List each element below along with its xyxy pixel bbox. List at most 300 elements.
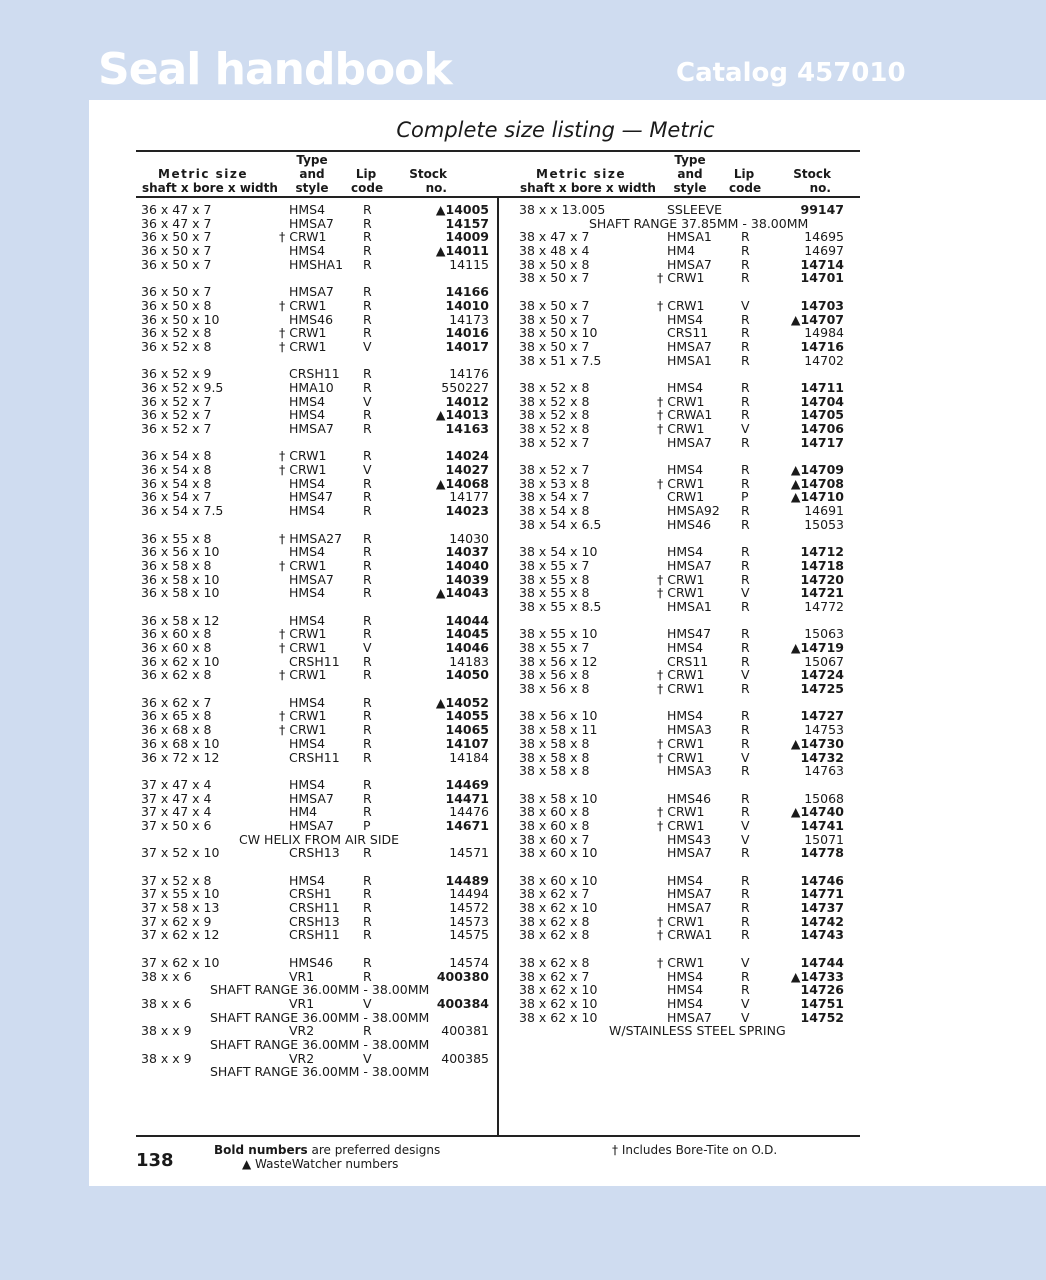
left-col-lip-header: Lip code [351,167,384,195]
cell-n: 14050 [445,667,489,683]
cell-l: R [741,640,750,655]
cell-l: R [741,653,750,669]
cell-s: 38 x 52 x 8 [519,407,590,423]
cell-s: 38 x 58 x 10 [519,790,598,806]
table-row [141,490,491,504]
row-gap [141,354,491,368]
page-number: 138 [136,1150,174,1171]
cell-l: P [363,817,371,833]
table-row [141,230,491,244]
row-gap [519,942,859,956]
boretite-note: † Includes Bore-Tite on O.D. [612,1143,778,1157]
cell-l: V [741,817,750,833]
table-row [141,422,491,436]
cell-s: 36 x 60 x 8 [141,640,212,655]
cell-t: † CRW1 [279,667,327,683]
cell-s: 38 x 50 x 7 [519,311,590,327]
cell-n: ▲14710 [790,489,844,505]
cell-s: 36 x 50 x 10 [141,311,220,327]
table-row [519,751,859,765]
cell-s: 38 x 52 x 8 [519,393,590,409]
cell-s: 38 x 62 x 10 [519,982,598,998]
cell-s: 38 x 62 x 10 [519,995,598,1011]
cell-n: 14009 [445,229,489,245]
footer-legend [214,1143,440,1171]
row-gap [519,614,859,628]
cell-l: R [741,407,750,423]
cell-t: HMS4 [667,872,704,888]
cell-l: R [741,462,750,478]
cell-l: V [741,667,750,683]
table-row [519,354,859,368]
row-note: SHAFT RANGE 36.00MM - 38.00MM [210,1009,430,1025]
cell-l: R [363,243,372,259]
row-gap [519,860,859,874]
table-row [141,792,491,806]
cell-n: 14714 [800,256,844,272]
row-gap [519,449,859,463]
cell-s: 37 x 47 x 4 [141,804,212,820]
cell-l: R [741,544,750,560]
cell-n: 15063 [804,626,844,642]
cell-n: 14778 [800,845,844,861]
cell-n: 14720 [800,571,844,587]
cell-s: 36 x 52 x 7 [141,393,212,409]
table-row [141,819,491,833]
cell-n: 14751 [800,995,844,1011]
cell-t: HMSA7 [289,817,334,833]
cell-t: HMS46 [667,516,712,532]
table-row [141,970,491,984]
table-row [519,326,859,340]
cell-n: 14727 [800,708,844,724]
cell-n: ▲14709 [790,462,844,478]
table-row [141,559,491,573]
cell-n: 14737 [800,900,844,916]
cell-l: R [363,968,372,984]
cell-t: HMS4 [289,694,326,710]
cell-l: R [363,284,372,300]
cell-t: HMSA3 [667,763,712,779]
cell-l: V [741,749,750,765]
row-gap [141,860,491,874]
row-note: CW HELIX FROM AIR SIDE [239,831,400,847]
cell-s: 36 x 54 x 7.5 [141,503,224,519]
cell-s: 36 x 54 x 8 [141,475,212,491]
cell-n: 14718 [800,557,844,573]
table-row [519,244,859,258]
cell-t: HMSA7 [667,1009,712,1025]
cell-t: HMS4 [289,393,326,409]
table-row [519,586,859,600]
cell-t: HMS4 [667,640,704,655]
cell-t: † CRW1 [657,393,705,409]
cell-l: V [741,995,750,1011]
cell-t: HMS4 [667,379,704,395]
cell-s: 38 x 55 x 7 [519,557,590,573]
cell-l: V [363,393,372,409]
cell-s: 38 x 62 x 7 [519,886,590,902]
table-row [519,504,859,518]
cell-s: 36 x 52 x 7 [141,421,212,436]
cell-n: 550227 [441,379,489,395]
table-row [141,477,491,491]
table-row [519,1011,859,1025]
cell-l: R [741,571,750,587]
cell-s: 38 x 62 x 8 [519,954,590,970]
cell-n: 14024 [445,448,489,464]
cell-s: 38 x 62 x 10 [519,900,598,916]
cell-t: † CRW1 [657,804,705,820]
cell-s: 38 x 54 x 10 [519,544,598,560]
cell-t: † CRW1 [279,722,327,738]
cell-t: HMSA7 [667,557,712,573]
cell-l: R [363,722,372,738]
table-row [519,641,859,655]
cell-n: 14711 [800,379,844,395]
cell-s: 38 x 55 x 8 [519,585,590,601]
table-row [519,408,859,422]
table-row [519,874,859,888]
cell-n: 14725 [800,681,844,697]
cell-s: 38 x 51 x 7.5 [519,352,602,368]
cell-t: CRSH13 [289,845,340,861]
cell-n: 14115 [449,256,489,272]
table-row [141,1024,491,1038]
row-gap [141,764,491,778]
cell-t: † CRW1 [279,325,327,341]
cell-n: 14037 [445,544,489,560]
table-row [141,313,491,327]
cell-s: 37 x 55 x 10 [141,886,220,902]
cell-s: 37 x 58 x 13 [141,900,220,916]
cell-t: † HMSA27 [279,530,343,546]
cell-t: CRW1 [667,489,705,505]
cell-s: 36 x 50 x 7 [141,243,212,259]
cell-s: 36 x 55 x 8 [141,530,212,546]
table-row [519,737,859,751]
cell-n: 14743 [800,927,844,943]
cell-t: HM4 [667,243,696,259]
cell-n: 15067 [804,653,844,669]
cell-t: HMSA92 [667,503,720,519]
table-row [141,901,491,915]
cell-l: R [741,229,750,245]
cell-s: 36 x 62 x 8 [141,667,212,683]
cell-t: † CRW1 [657,297,705,313]
cell-l: R [363,366,372,382]
cell-n: 14476 [449,804,489,820]
cell-t: † CRW1 [657,913,705,929]
cell-n: 14030 [449,530,489,546]
cell-s: 36 x 50 x 7 [141,256,212,272]
cell-l: V [363,640,372,655]
cell-t: HMS43 [667,831,712,847]
cell-s: 38 x 54 x 6.5 [519,516,602,532]
cell-t: VR1 [289,995,315,1011]
table-row [519,846,859,860]
row-gap [141,942,491,956]
table-row [519,299,859,313]
cell-n: 15068 [804,790,844,806]
table-row [141,449,491,463]
table-row [141,997,491,1011]
cell-l: R [363,626,372,642]
cell-n: 14744 [800,954,844,970]
table-row [519,313,859,327]
cell-n: 14702 [804,352,844,368]
cell-t: HMSA7 [289,284,334,300]
cell-l: R [363,845,372,861]
cell-s: 38 x 55 x 8 [519,571,590,587]
table-row [519,518,859,532]
cell-s: 38 x 50 x 8 [519,256,590,272]
cell-n: ▲14043 [435,585,489,601]
cell-s: 38 x 55 x 7 [519,640,590,655]
table-row [141,463,491,477]
cell-n: ▲14068 [435,475,489,491]
cell-s: 36 x 58 x 8 [141,557,212,573]
cell-s: 37 x 62 x 12 [141,927,220,943]
cell-n: 14173 [449,311,489,327]
cell-s: 36 x 54 x 8 [141,448,212,464]
cell-n: 14746 [800,872,844,888]
header-title: Seal handbook [98,44,452,95]
cell-t: CRSH11 [289,927,340,943]
table-row [519,422,859,436]
cell-l: R [741,982,750,998]
cell-n: 14046 [445,640,489,655]
cell-t: HMSHA1 [289,256,344,272]
cell-t: CRSH11 [289,749,340,765]
table-row [519,381,859,395]
cell-n: 14184 [449,749,489,765]
cell-s: 38 x 60 x 8 [519,804,590,820]
cell-t: † CRW1 [657,585,705,601]
cell-t: HMS4 [667,544,704,560]
table-row [519,436,859,450]
table-row [519,915,859,929]
cell-t: CRSH1 [289,886,332,902]
cell-t: † CRW1 [657,667,705,683]
cell-s: 38 x 60 x 7 [519,831,590,847]
cell-n: 14721 [800,585,844,601]
cell-t: † CRW1 [279,557,327,573]
cell-t: HMSA1 [667,229,712,245]
cell-n: 14039 [445,571,489,587]
cell-n: 14023 [445,503,489,519]
cell-t: † CRW1 [279,626,327,642]
cell-l: V [741,421,750,436]
row-gap [141,271,491,285]
table-row [141,874,491,888]
cell-t: † CRW1 [657,681,705,697]
cell-s: 38 x 62 x 7 [519,968,590,984]
cell-l: R [741,872,750,888]
table-row [141,203,491,217]
cell-n: 400385 [441,1050,489,1066]
cell-n: 14984 [804,325,844,341]
cell-t: HMS4 [289,475,326,491]
cell-t: † CRW1 [279,708,327,724]
cell-l: R [741,256,750,272]
cell-l: R [741,311,750,327]
cell-t: † CRW1 [657,735,705,751]
cell-s: 38 x 55 x 10 [519,626,598,642]
cell-l: R [363,954,372,970]
cell-n: 14732 [800,749,844,765]
cell-n: 14055 [445,708,489,724]
cell-s: 38 x 62 x 10 [519,1009,598,1025]
cell-t: HMSA7 [289,790,334,806]
cell-n: ▲14005 [435,202,489,217]
table-row [141,709,491,723]
table-row [141,586,491,600]
cell-n: 14040 [445,557,489,573]
cell-l: R [741,598,750,614]
cell-t: HMS4 [667,311,704,327]
cell-s: 36 x 50 x 7 [141,284,212,300]
cell-s: 38 x 56 x 10 [519,708,598,724]
cell-l: R [741,393,750,409]
cell-s: 38 x 54 x 8 [519,503,590,519]
table-row [519,956,859,970]
cell-t: HMSA1 [667,352,712,368]
cell-n: 14695 [804,229,844,245]
cell-t: HMSA7 [667,434,712,450]
cell-n: 14691 [804,503,844,519]
table-row [519,901,859,915]
table-row [519,258,859,272]
wastewatcher-note: ▲ WasteWatcher numbers [242,1157,399,1171]
cell-t: VR2 [289,1023,315,1039]
cell-t: HMS4 [289,407,326,423]
cell-s: 37 x 62 x 10 [141,954,220,970]
cell-s: 38 x x 6 [141,995,192,1011]
cell-s: 38 x 47 x 7 [519,229,590,245]
cell-s: 38 x 58 x 8 [519,749,590,765]
cell-t: HMS4 [289,776,326,792]
cell-n: 14705 [800,407,844,423]
table-row [519,983,859,997]
cell-t: CRSH13 [289,913,340,929]
cell-n: 14697 [804,243,844,259]
cell-n: 14726 [800,982,844,998]
cell-n: 14704 [800,393,844,409]
cell-t: HMS4 [289,585,326,601]
cell-n: 14712 [800,544,844,560]
cell-s: 38 x 53 x 8 [519,475,590,491]
cell-n: 400380 [436,968,489,984]
cell-s: 37 x 47 x 4 [141,790,212,806]
cell-s: 36 x 68 x 8 [141,722,212,738]
table-row [141,956,491,970]
header-catalog: Catalog 457010 [676,58,906,88]
cell-t: † CRWA1 [657,407,713,423]
cell-s: 38 x x 13.005 [519,202,606,217]
cell-t: HMS4 [289,872,326,888]
cell-l: R [741,325,750,341]
cell-s: 37 x 52 x 8 [141,872,212,888]
table-row [141,545,491,559]
cell-l: R [741,243,750,259]
cell-t: HMS4 [667,968,704,984]
table-row [141,408,491,422]
cell-t: † CRW1 [657,475,705,491]
table-row [141,723,491,737]
table-row [141,846,491,860]
cell-t: HMSA1 [667,598,712,614]
cell-t: HMSA7 [667,886,712,902]
cell-s: 38 x 52 x 7 [519,434,590,450]
cell-l: R [363,612,372,628]
table-row [141,504,491,518]
cell-s: 36 x 50 x 8 [141,297,212,313]
cell-s: 38 x 62 x 8 [519,913,590,929]
cell-s: 38 x 60 x 10 [519,845,598,861]
cell-s: 37 x 47 x 4 [141,776,212,792]
cell-l: R [363,215,372,231]
cell-l: R [363,694,372,710]
cell-t: HMS4 [289,243,326,259]
cell-t: HMSA7 [667,256,712,272]
table-row [519,477,859,491]
table-row [519,764,859,778]
table-row [519,463,859,477]
cell-s: 36 x 60 x 8 [141,626,212,642]
cell-n: 14045 [445,626,489,642]
right-col-lip-header: Lip code [729,167,762,195]
table-row [141,381,491,395]
cell-l: R [363,1023,372,1039]
table-row [519,833,859,847]
cell-n: 14572 [449,900,489,916]
cell-n: ▲14719 [790,640,844,655]
cell-l: R [741,379,750,395]
table-row [519,627,859,641]
left-col-size-header: Metric size shaft x bore x width [142,167,278,195]
row-gap [519,367,859,381]
cell-l: R [741,913,750,929]
cell-n: 14724 [800,667,844,683]
cell-n: 14027 [445,462,489,478]
cell-l: R [741,626,750,642]
cell-t: HMSA7 [289,571,334,587]
cell-l: R [363,804,372,820]
cell-n: ▲14733 [790,968,844,984]
cell-l: V [741,831,750,847]
cell-l: R [741,516,750,532]
cell-t: † CRW1 [657,270,705,286]
cell-t: † CRW1 [657,749,705,765]
cell-n: 14771 [800,886,844,902]
cell-t: † CRW1 [657,421,705,436]
cell-n: 14012 [445,393,489,409]
row-gap [519,696,859,710]
cell-t: HMS4 [289,735,326,751]
cell-s: 36 x 65 x 8 [141,708,212,724]
right-col-stock-header: Stock no. [793,167,831,195]
cell-l: R [363,407,372,423]
table-row [141,696,491,710]
cell-n: ▲14707 [790,311,844,327]
cell-s: 36 x 47 x 7 [141,202,212,217]
cell-l: R [363,708,372,724]
cell-n: 14706 [800,421,844,436]
table-row [519,887,859,901]
table-row [141,805,491,819]
cell-n: ▲14013 [435,407,489,423]
